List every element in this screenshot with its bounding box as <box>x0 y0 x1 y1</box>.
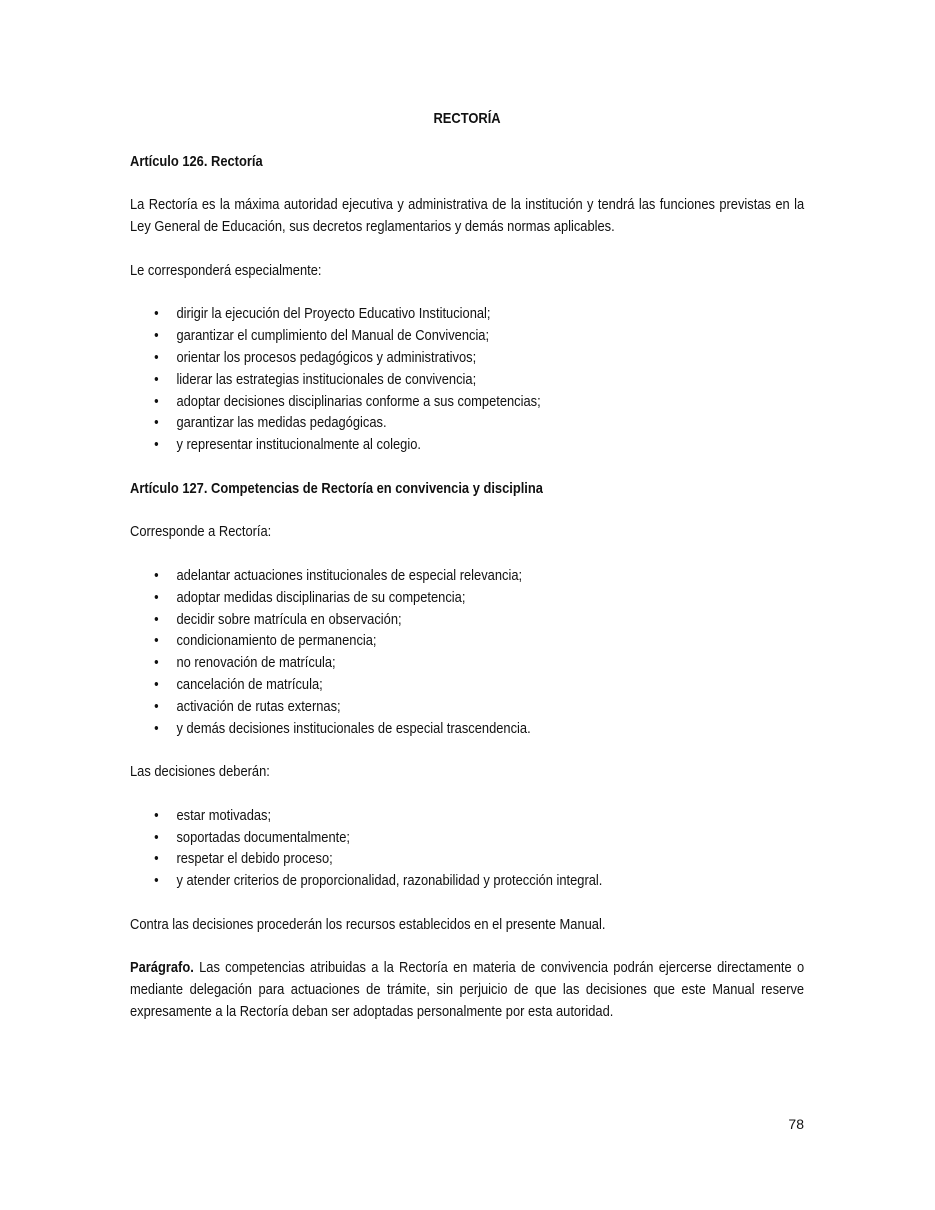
bullet-icon: • <box>154 654 159 672</box>
list-item: • orientar los procesos pedagógicos y administrativos; <box>130 347 804 369</box>
document-body <box>130 108 804 1023</box>
bullet-icon: • <box>154 588 159 606</box>
list-item: • cancelación de matrícula; <box>130 674 804 696</box>
list-item: • garantizar el cumplimiento del Manual de Convivencia; <box>130 325 804 347</box>
list-item: • activación de rutas externas; <box>130 696 804 718</box>
article-127-heading: Artículo 127. Competencias de Rectoría en convivencia y disciplina <box>130 479 543 497</box>
article-127-paragraph-1: Corresponde a Rectoría: <box>130 523 272 541</box>
bullet-icon: • <box>154 697 159 715</box>
bullet-icon: • <box>154 414 159 432</box>
document-page <box>130 108 804 1044</box>
paragrafo <box>130 957 804 1022</box>
bullet-icon: • <box>154 806 159 824</box>
bullet-icon: • <box>154 392 159 410</box>
bullet-icon: • <box>154 370 159 388</box>
bullet-icon: • <box>154 719 159 737</box>
list-item: • condicionamiento de permanencia; <box>130 630 804 652</box>
bullet-icon: • <box>154 610 159 628</box>
list-item: • no renovación de matrícula; <box>130 652 804 674</box>
article-127-decisions-list <box>130 805 804 892</box>
bullet-icon: • <box>154 850 159 868</box>
bullet-icon: • <box>154 305 159 323</box>
list-item: • dirigir la ejecución del Proyecto Educativo Institucional; <box>130 303 804 325</box>
article-126-heading: Artículo 126. Rectoría <box>130 152 263 170</box>
article-127-paragraph-3: Contra las decisiones procederán los recursos establecidos en el presente Manual. <box>130 915 606 933</box>
bullet-icon: • <box>154 632 159 650</box>
list-item: • soportadas documentalmente; <box>130 827 804 849</box>
article-127-paragraph-2: Las decisiones deberán: <box>130 763 270 781</box>
bullet-icon: • <box>154 348 159 366</box>
bullet-icon: • <box>154 566 159 584</box>
article-126-paragraph-1: La Rectoría es la máxima autoridad ejecutiva y administrativa de la institución y tendrá las funciones previstas en la Ley General de Educación, sus decretos reglamentarios y demás normas aplicables. <box>130 196 805 236</box>
section-title: RECTORÍA <box>433 110 501 127</box>
list-item: • adelantar actuaciones institucionales de especial relevancia; <box>130 565 804 587</box>
list-item: • garantizar las medidas pedagógicas. <box>130 412 804 434</box>
article-127-list <box>130 565 804 739</box>
article-126-paragraph-2: Le corresponderá especialmente: <box>130 261 322 279</box>
list-item: • decidir sobre matrícula en observación; <box>130 609 804 631</box>
list-item: • estar motivadas; <box>130 805 804 827</box>
list-item: • liderar las estrategias institucionales de convivencia; <box>130 369 804 391</box>
bullet-icon: • <box>154 436 159 454</box>
paragrafo-text: Las competencias atribuidas a la Rectoría en materia de convivencia podrán ejercerse directamente o mediante delegación para actuaciones de trámite, sin perjuicio de que las decisiones que este Manual reserve expresamente a la Rectoría deban ser adoptadas personalmente por esta autoridad. <box>130 959 805 1020</box>
bullet-icon: • <box>154 675 159 693</box>
article-126-list <box>130 303 804 456</box>
list-item: • y atender criterios de proporcionalidad, razonabilidad y protección integral. <box>130 870 804 892</box>
list-item: • adoptar decisiones disciplinarias conforme a sus competencias; <box>130 391 804 413</box>
page-number: 78 <box>788 1116 804 1132</box>
list-item: • respetar el debido proceso; <box>130 848 804 870</box>
bullet-icon: • <box>154 828 159 846</box>
bullet-icon: • <box>154 327 159 345</box>
paragrafo-label: Parágrafo. <box>130 959 194 977</box>
bullet-icon: • <box>154 872 159 890</box>
list-item: • adoptar medidas disciplinarias de su competencia; <box>130 587 804 609</box>
list-item: • y representar institucionalmente al colegio. <box>130 434 804 456</box>
list-item: • y demás decisiones institucionales de especial trascendencia. <box>130 718 804 740</box>
